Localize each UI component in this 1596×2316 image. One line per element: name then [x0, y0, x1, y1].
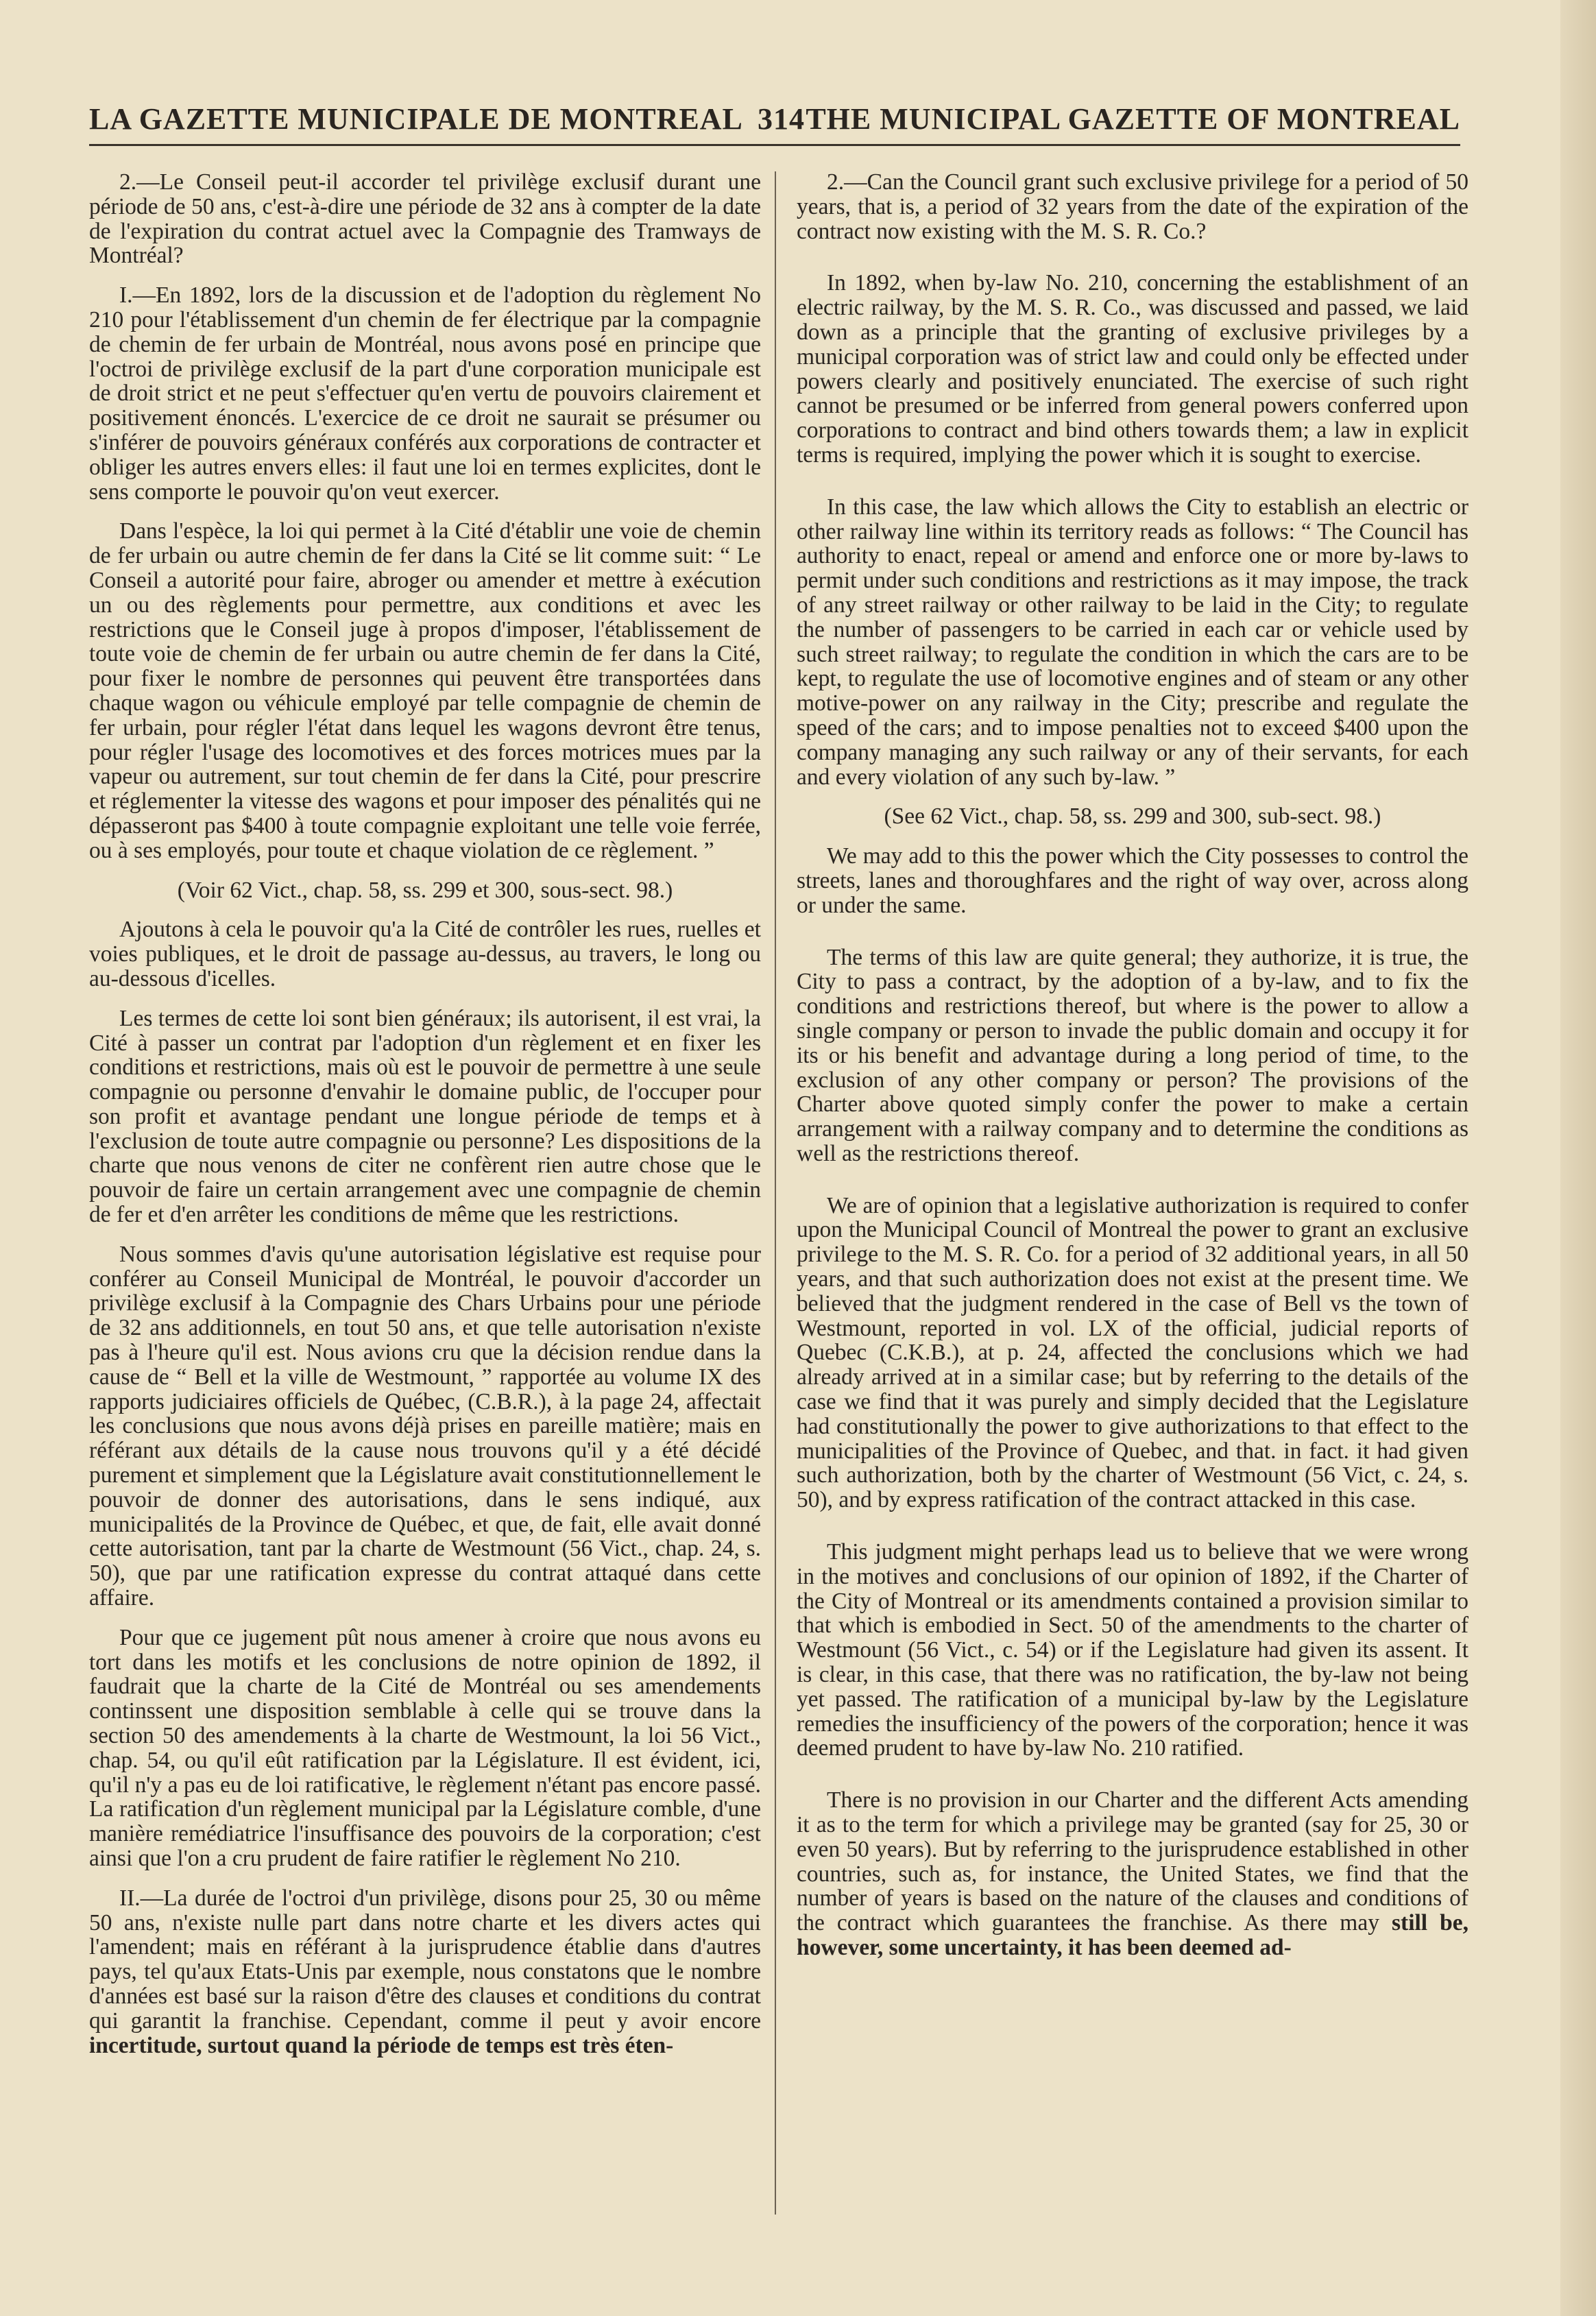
en-statute-reference: (See 62 Vict., chap. 58, ss. 299 and 300, sub-sect. 98.) — [884, 804, 1381, 830]
page-number: 314 — [758, 102, 805, 136]
fr-general-terms: Les termes de cette loi sont bien généraux; ils autorisent, il est vrai, la Cité à passer un contrat par l'adoption d'un règlement et en fixer les conditions et restrictions, mais où est le pouvoir de permettre à une seule compagnie ou personne d'envahir le domaine public, de l'occuper pour son profit et avantage pendant une longue période de temps et à l'exclusion de toute autre compagnie ou personne? Les dispositions de la charte que nous venons de citer ne confèrent rien autre chose que le pouvoir de faire un certain arrangement avec une compagnie de chemin de fer et d'en arrêter les conditions de même que les restrictions. — [89, 1005, 761, 1228]
en-bold-tail: still be, however, some uncertainty, it has been deemed ad- — [797, 1910, 1468, 1960]
running-header — [89, 101, 1460, 143]
header-rule — [89, 144, 1460, 146]
header-title-french: LA GAZETTE MUNICIPALE DE MONTREAL — [89, 102, 743, 136]
en-section-2 — [797, 1788, 1468, 1960]
header-title-english: THE MUNICIPAL GAZETTE OF MONTREAL — [806, 102, 1460, 136]
fr-bold-tail: incertitude, surtout quand la période de temps est très éten- — [89, 2032, 674, 2058]
fr-section-1: I.—En 1892, lors de la discussion et de l'adoption du règlement No 210 pour l'établissement d'un chemin de fer électrique par la compagnie de chemin de fer urbain de Montréal, nous avons posé en principe que l'octroi de privilège exclusif de la part d'une corporation municipale est de droit strict et ne peut s'effectuer qu'en vertu de pouvoirs clairement et positivement énoncés. L'exercice de ce droit ne saurait se présumer ou s'inférer de pouvoirs généraux conférés aux corporations de contracter et obliger les autres envers elles: il faut une loi en termes explicites, dont le sens comporte le pouvoir qu'on veut exercer. — [89, 282, 761, 505]
fr-question-2: 2.—Le Conseil peut-il accorder tel privilège exclusif durant une période de 50 ans, c'est-à-dire une période de 32 ans à compter de la date de l'expiration du contrat actuel avec la Compagnie des Tramways de Montréal? — [89, 169, 761, 269]
french-column — [89, 170, 761, 2073]
en-judgment: This judgment might perhaps lead us to believe that we were wrong in the motives and conclusions of our opinion of 1892, if the Charter of the City of Montreal or its amendments contained a provision similar to that which is embodied in Sect. 50 of the amendments to the charter of Westmount (56 Vict., c. 54) or if the Legislature had given its assent. It is clear, in this case, that there was no ratification, the by-law not being yet passed. The ratification of a municipal by-law by the Legislature remedies the insufficiency of the powers of the corporation; hence it was deemed prudent to have by-law No. 210 ratified. — [797, 1539, 1468, 1761]
en-general-terms: The terms of this law are quite general; they authorize, it is true, the City to pass a contract, by the adoption of a by-law, and to fix the conditions and restrictions thereof, but where is the power to allow a single company or person to invade the public domain and occupy it for its or his benefit and advantage during a long period of time, to the exclusion of any other company or person? The provisions of the Charter above quoted simply confer the power to make a certain arrangement with a railway company and to determine the conditions as well as the restrictions thereof. — [797, 944, 1468, 1166]
fr-statute-reference: (Voir 62 Vict., chap. 58, ss. 299 et 300, sous-sect. 98.) — [177, 877, 673, 903]
en-section-1: In 1892, when by-law No. 210, concerning the establishment of an electric railway, by the M. S. R. Co., was discussed and passed, we laid down as a principle that the granting of exclusive privileges by a municipal corporation was of strict law and could only be effected under powers clearly and positively enunciated. The exercise of such right cannot be presumed or be inferred from general powers conferred upon corporations to contract and bind others towards them; a law in explicit terms is required, implying the power which it is sought to exercise. — [797, 270, 1468, 468]
en-opinion: We are of opinion that a legislative authorization is required to confer upon the Municipal Council of Montreal the power to grant an exclusive privilege to the M. S. R. Co. for a period of 32 additional years, in all 50 years, and that such authorization does not exist at the present time. We believed that the judgment rendered in the case of Bell vs the town of Westmount, reported in vol. LX of the official, judicial reports of Quebec (C.K.B.), at p. 24, affected the conclusions which we had already arrived at in a similar case; but by referring to the details of the case we find that it was purely and simply decided that the Legislature had constitutionally the power to give authorizations to that effect to the municipalities of the Province of Quebec, and that. in fact. it had given such authorization, both by the charter of Westmount (56 Vict, c. 24, s. 50), and by express ratification of the contract attacked in this case. — [797, 1192, 1468, 1513]
en-question-2: 2.—Can the Council grant such exclusive privilege for a period of 50 years, that is, a period of 32 years from the date of the expiration of the contract now existing with the M. S. R. Co.? — [797, 169, 1468, 244]
fr-law-quote: Dans l'espèce, la loi qui permet à la Cité d'établir une voie de chemin de fer urbain ou autre chemin de fer dans la Cité se lit comme suit: “ Le Conseil a autorité pour faire, abroger ou amender et mettre à exécution un ou des règlements pour permettre, aux conditions et avec les restrictions que le Conseil juge à propos d'imposer, l'établissement de toute voie de chemin de fer urbain ou autre chemin de fer dans la Cité, pour fixer le nombre de personnes qui peuvent être transportées dans chaque wagon ou véhicule employé par telle compagnie de chemin de fer urbain, pour régler l'état dans lequel les wagons devront être tenus, pour régler l'usage des locomotives et des forces motrices mues par la vapeur ou autrement, sur tout chemin de fer dans la Cité, pour prescrire et réglementer la vitesse des wagons et pour imposer des pénalités qui ne dépasseront pas $400 à toute compagnie exploitant une telle voie ferrée, ou à ses employés, pour toute et chaque violation de ce règlement. ” — [89, 518, 761, 863]
en-section-2-text: There is no provision in our Charter and the different Acts amending it as to the term for which a privilege may be granted (say for 25, 30 or even 50 years). But by referring to the jurisprudence established in other countries, such as, for instance, the United States, we find that the number of years is based on the nature of the clauses and conditions of the contract which guarantees the franchise. As there may — [797, 1787, 1468, 1936]
en-streets-power: We may add to this the power which the City possesses to control the streets, lanes and thoroughfares and the right of way over, across along or under the same. — [797, 843, 1468, 918]
fr-judgment: Pour que ce jugement pût nous amener à croire que nous avons eu tort dans les motifs et les conclusions de notre opinion de 1892, il faudrait que la charte de la Cité de Montréal ou ses amendements continssent une disposition semblable à celle qui se trouve dans la section 50 des amendements à la charte de Westmount, la loi 56 Vict., chap. 54, ou qu'il eût ratification par la Législature. Il est évident, ici, qu'il n'y a pas eu de loi ratificative, le règlement n'étant pas encore passé. La ratification d'un règlement municipal par la Législature comble, d'une manière remédiatrice l'insuffisance des pouvoirs de la corporation; c'est ainsi que l'on a cru prudent de faire ratifier le règlement No 210. — [89, 1624, 761, 1871]
fr-section-2-text: II.—La durée de l'octroi d'un privilège, disons pour 25, 30 ou même 50 ans, n'existe nulle part dans notre charte et les divers actes qui l'amendent; mais en référant à la jurisprudence établie dans d'autres pays, tel qu'aux Etats-Unis par exemple, nous constatons que le nombre d'années est basé sur la raison d'être des clauses et conditions du contrat qui garantit la franchise. Cependant, comme il peut y avoir encore — [89, 1885, 761, 2034]
english-column — [797, 170, 1468, 1975]
fr-opinion: Nous sommes d'avis qu'une autorisation législative est requise pour conférer au Conseil Municipal de Montréal, le pouvoir d'accorder un privilège exclusif à la Compagnie des Chars Urbains pour une période de 32 ans additionnels, en tout 50 ans, et que telle autorisation n'existe pas à l'heure qu'il est. Nous avions cru que la décision rendue dans la cause de “ Bell et la ville de Westmount, ” rapportée au volume IX des rapports judiciaires officiels de Québec, (C.B.R.), à la page 24, affectait les conclusions que nous avons déjà prises en pareille matière; mais en référant aux détails de la cause nous trouvons qu'il y a été décidé purement et simplement que la Législature avait constitutionnellement le pouvoir de donner des autorisations, dans le sens indiqué, aux municipalités de la Province de Québec, et que, de fait, elle avait donné cette autorisation, tant par la charte de Westmount (56 Vict., chap. 24, s. 50), que par une ratification expresse du contrat attaqué dans cette affaire. — [89, 1241, 761, 1611]
column-divider — [775, 171, 776, 2215]
fr-section-2 — [89, 1886, 761, 2058]
fr-streets-power: Ajoutons à cela le pouvoir qu'a la Cité de contrôler les rues, ruelles et voies publiques, et le droit de passage au-dessus, au travers, le long ou au-dessous d'icelles. — [89, 917, 761, 991]
en-law-quote: In this case, the law which allows the City to establish an electric or other railway line within its territory reads as follows: “ The Council has authority to enact, repeal or amend and enforce one or more by-laws to permit under such conditions and restrictions as it may impose, the track of any street railway or other railway to be laid in the City; to regulate the number of passengers to be carried in each car or vehicle used by such street railway; to regulate the condition in which the cars are to be kept, to regulate the use of locomotive engines and of steam or any other motive-power on any railway in the City; prescribe and regulate the speed of the cars; and to impose penalties not to exceed $400 upon the company managing any such railway or any of their servants, for each and every violation of any such by-law. ” — [797, 494, 1468, 790]
page-edge-shadow — [1560, 0, 1596, 2316]
